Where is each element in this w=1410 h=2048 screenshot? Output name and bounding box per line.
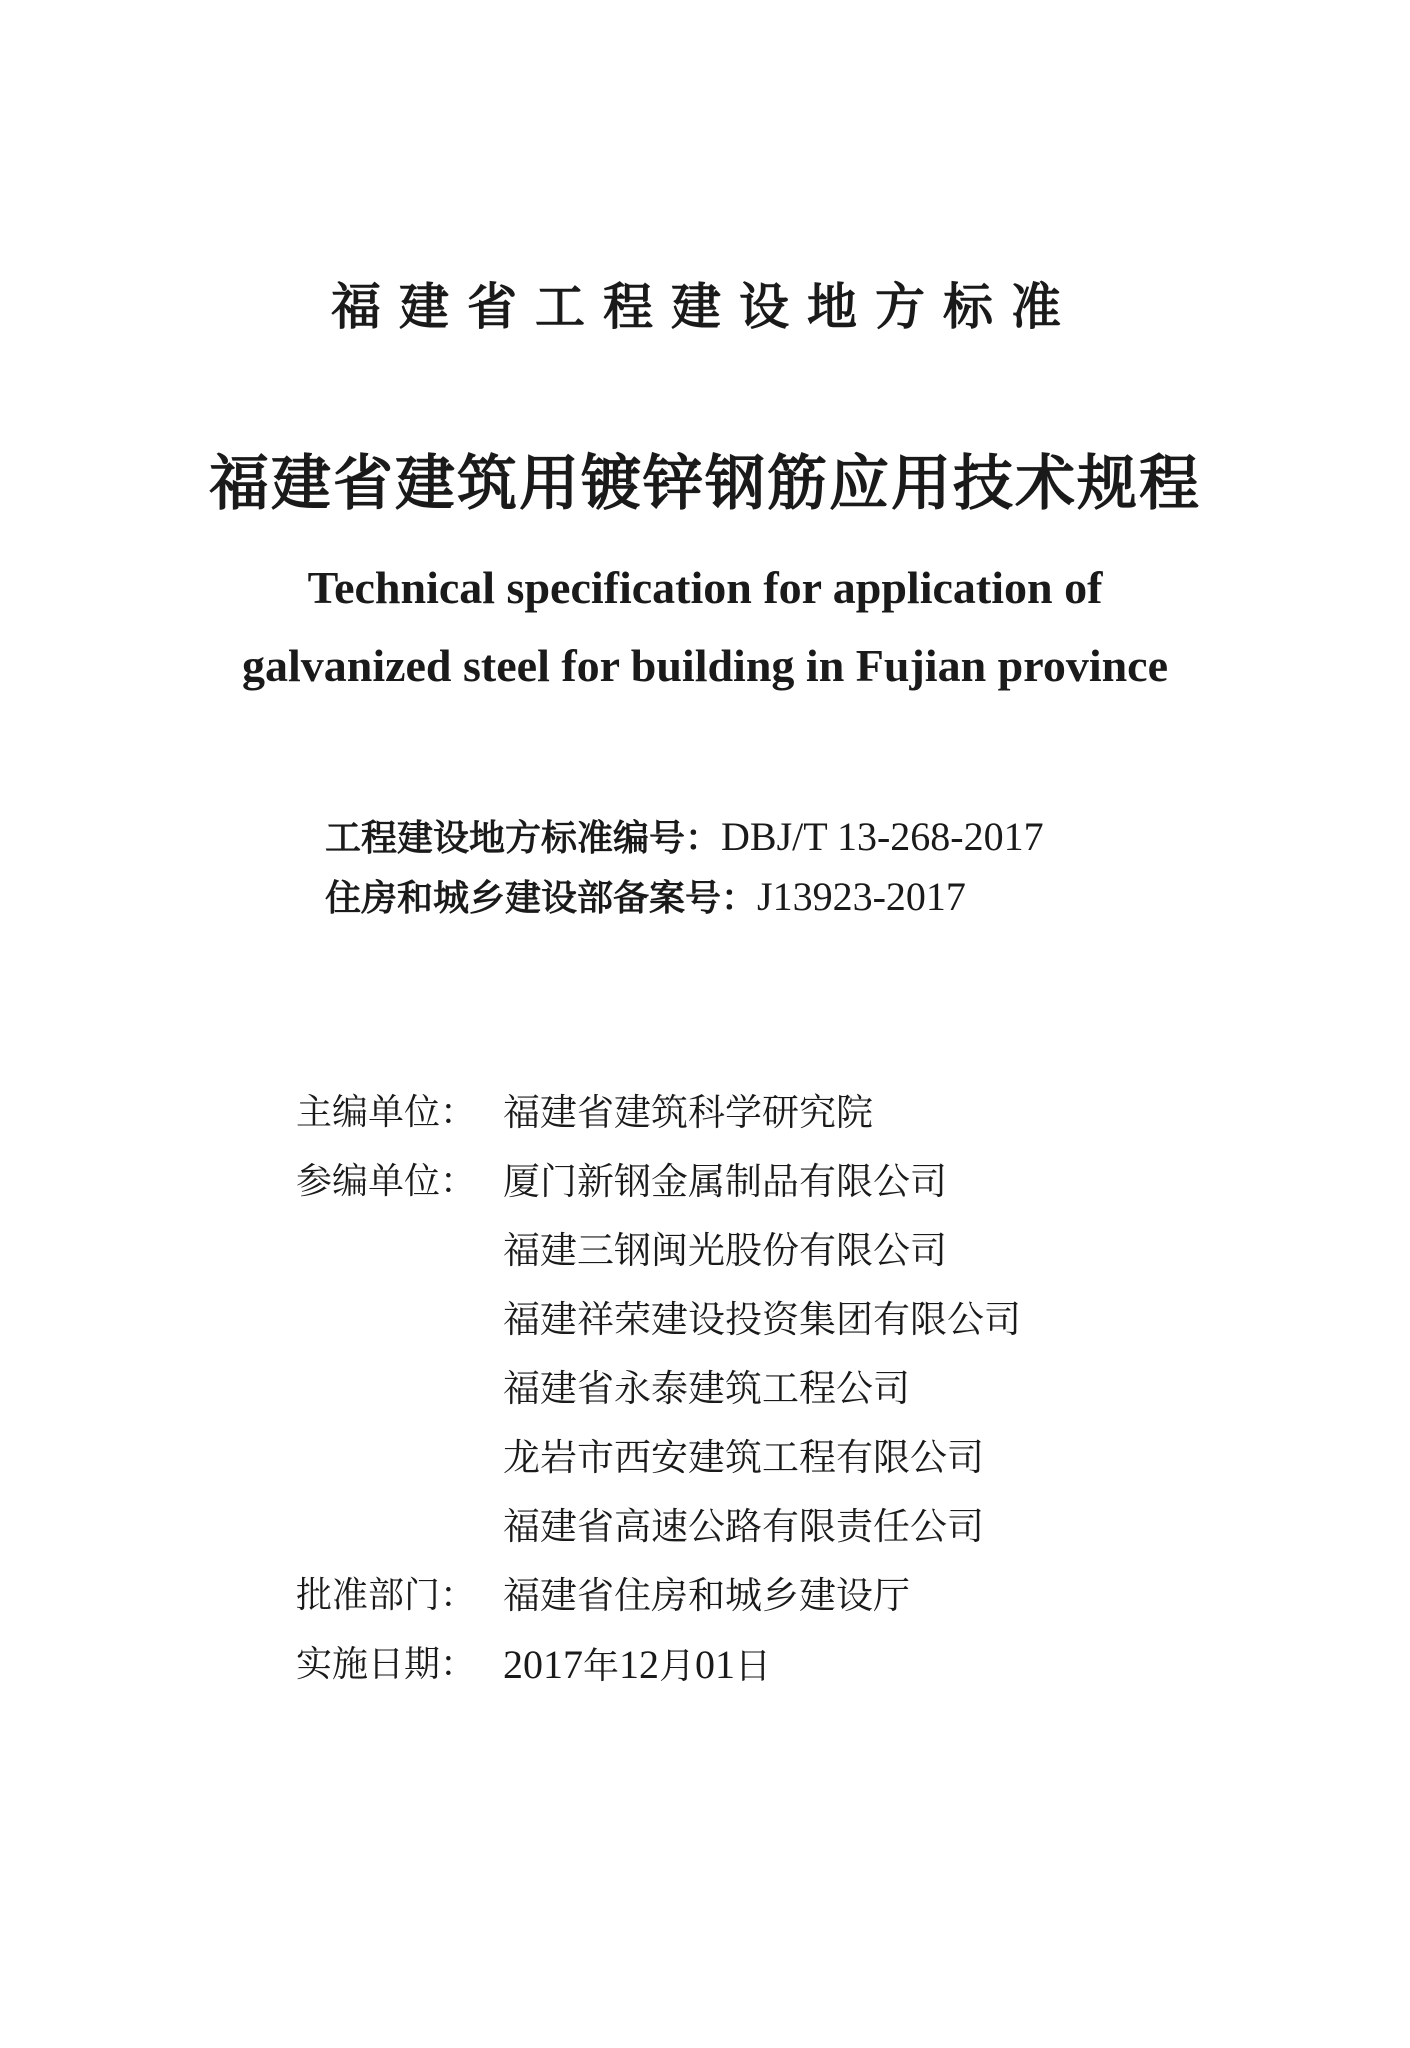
standard-number-label: 工程建设地方标准编号： xyxy=(325,818,722,859)
effective-month: 12 xyxy=(619,1642,660,1687)
participant-item: 福建三钢闽光股份有限公司 xyxy=(503,1229,947,1272)
standard-number-line xyxy=(325,812,1044,864)
document-title-cn: 福建省建筑用镀锌钢筋应用技术规程 xyxy=(209,449,1201,519)
effective-month-unit: 月 xyxy=(659,1646,696,1687)
chief-editor-value: 福建省建筑科学研究院 xyxy=(503,1091,873,1134)
standard-category: 福建省工程建设地方标准 xyxy=(331,278,1079,336)
record-number-label: 住房和城乡建设部备案号： xyxy=(325,878,758,919)
effective-day: 01 xyxy=(695,1642,736,1687)
participants-label: 参编单位： xyxy=(296,1161,477,1202)
participant-item: 龙岩市西安建筑工程有限公司 xyxy=(503,1436,984,1479)
effective-date-value xyxy=(503,1640,771,1692)
effective-year: 2017 xyxy=(503,1642,583,1687)
participant-item: 福建省永泰建筑工程公司 xyxy=(503,1367,910,1410)
document-title-en-line2: galvanized steel for building in Fujian province xyxy=(241,640,1169,691)
effective-date-label: 实施日期： xyxy=(296,1644,477,1685)
participant-item: 厦门新钢金属制品有限公司 xyxy=(503,1160,947,1203)
approval-value: 福建省住房和城乡建设厅 xyxy=(503,1574,910,1617)
participant-item: 福建祥荣建设投资集团有限公司 xyxy=(503,1298,1021,1341)
participant-item: 福建省高速公路有限责任公司 xyxy=(503,1505,984,1548)
chief-editor-label: 主编单位： xyxy=(296,1092,477,1133)
record-number-line xyxy=(325,872,966,924)
effective-year-unit: 年 xyxy=(583,1646,620,1687)
standard-number-value: DBJ/T 13-268-2017 xyxy=(721,814,1044,859)
approval-label: 批准部门： xyxy=(296,1575,477,1616)
effective-day-unit: 日 xyxy=(735,1646,772,1687)
record-number-value: J13923-2017 xyxy=(757,874,966,919)
document-title-en-line1: Technical specification for application of xyxy=(307,562,1103,613)
